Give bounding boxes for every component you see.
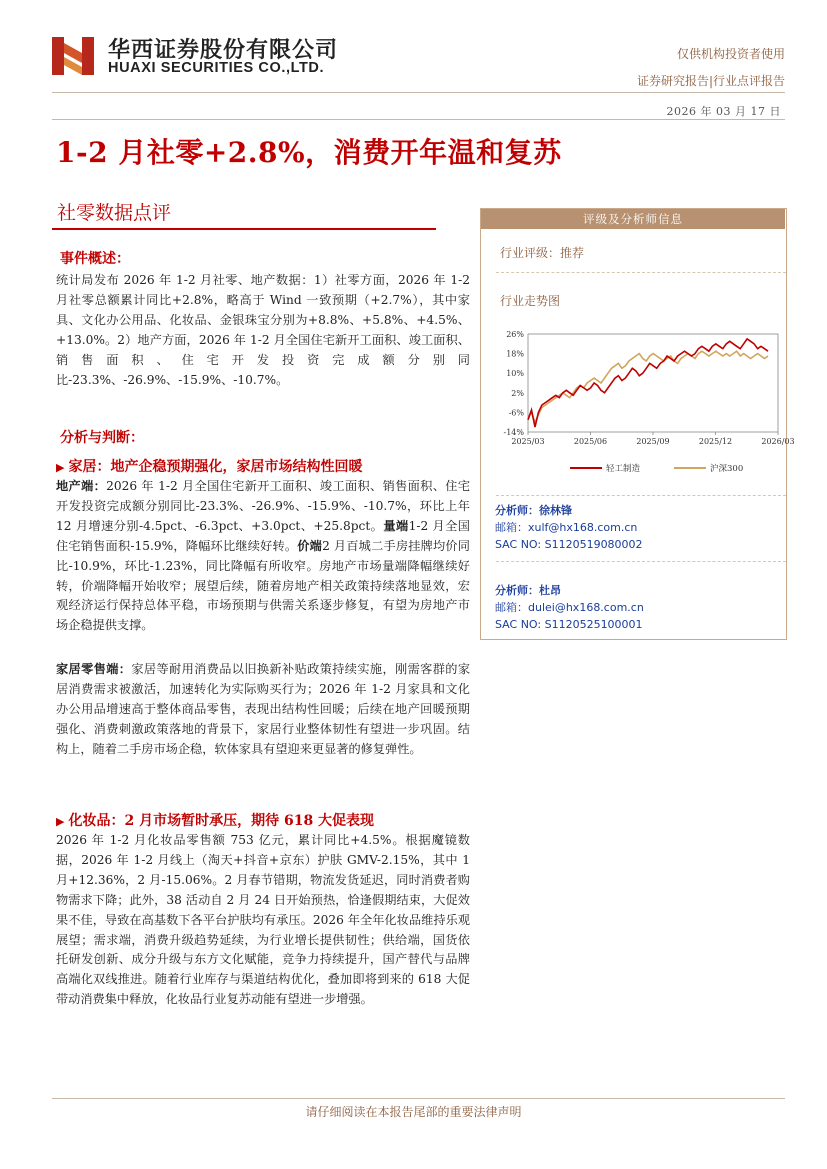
cosmetics-heading-text: 化妆品：2 月市场暂时承压，期待 618 大促表现	[68, 813, 375, 829]
rating-label: 行业评级：	[500, 246, 561, 260]
analyst-name: 徐林锋	[539, 504, 572, 517]
y-tick-label: -6%	[508, 408, 524, 418]
property-text-3: 2 月百城二手房挂牌均价同比-10.9%，环比-1.23%，同比降幅有所收窄。房地产市场量端降幅继续好转，价端降幅开始收窄；展望后续，随着房地产相关政策持续落地显效，宏观经济运行保持总体平稳，市场预期与供需关系逐步修复，有望为房地产市场企稳提供支撑。	[56, 538, 470, 633]
cosmetics-section-heading	[56, 810, 374, 830]
analyst-title: 分析师：	[495, 504, 539, 517]
rating-line	[500, 244, 584, 261]
report-title: 1-2 月社零+2.8%，消费开年温和复苏	[56, 136, 562, 169]
home-heading-text: 家居：地产企稳预期强化，家居市场结构性回暖	[68, 459, 363, 475]
home-retail-label: 家居零售端：	[56, 662, 132, 676]
y-tick-label: -14%	[503, 428, 524, 437]
analyst-email[interactable]: dulei@hx168.com.cn	[528, 601, 644, 614]
analyst-sac: SAC NO: S1120519080002	[495, 538, 643, 551]
date-rule	[52, 119, 785, 120]
home-paragraph-retail	[56, 660, 470, 760]
analyst-sac: SAC NO: S1120525100001	[495, 618, 643, 631]
email-label: 邮箱：	[495, 601, 528, 614]
analyst-email[interactable]: xulf@hx168.com.cn	[528, 521, 638, 534]
legend-label: 轻工制造	[606, 464, 641, 474]
y-tick-label: 26%	[506, 330, 524, 339]
analyst-card-2	[495, 582, 644, 633]
report-category: 证券研究报告|行业点评报告	[636, 74, 785, 88]
home-section-heading	[56, 456, 362, 476]
series-line-light-industry	[528, 339, 768, 427]
x-tick-label: 2025/06	[573, 437, 608, 446]
footer-legal-notice: 请仔细阅读在本报告尾部的重要法律声明	[305, 1105, 522, 1119]
huaxi-logo-icon	[52, 33, 96, 77]
x-tick-label: 2025/03	[511, 437, 545, 446]
x-tick-label: 2025/12	[698, 437, 733, 446]
sidebar-divider	[496, 561, 786, 562]
y-tick-label: 18%	[506, 349, 524, 359]
analyst-card-1	[495, 502, 643, 553]
company-name-en: HUAXI SECURITIES CO.,LTD.	[108, 60, 325, 76]
home-retail-text: 家居等耐用消费品以旧换新补贴政策持续实施，刚需客群的家居消费需求被激活，加速转化为实际购买行为；2026 年 1-2 月家具和文化办公用品增速高于整体商品零售，表现出结构性回暖；后续在地产回暖预期强化、消费刺激政策落地的背景下，家居行业整体韧性有望进一步巩固。结构上，随着二手房市场企稳，软体家具有望迎来更显著的修复弹性。	[56, 662, 471, 756]
footer-rule	[52, 1098, 785, 1099]
legend-label: 沪深300	[710, 464, 744, 474]
rating-value: 推荐	[560, 246, 585, 260]
sidebar-divider	[496, 495, 786, 496]
volume-label: 量端	[383, 518, 409, 533]
x-tick-label: 2025/09	[636, 437, 670, 446]
subtitle-rule	[52, 228, 436, 230]
analyst-title: 分析师：	[495, 584, 539, 597]
price-label: 价端	[297, 538, 323, 553]
header-rule	[52, 92, 785, 93]
y-tick-label: 2%	[511, 388, 524, 398]
x-tick-label: 2026/03	[761, 437, 795, 446]
sidebar-divider	[496, 272, 786, 273]
y-tick-label: 10%	[506, 369, 524, 379]
cosmetics-paragraph: 2026 年 1-2 月化妆品零售额 753 亿元，累计同比+4.5%。根据魔镜数据，2026 年 1-2 月线上（淘天+抖音+京东）护肤 GMV-2.15%，其中 1 月+12.36%，2 月-15.06%。2 月春节错期，物流发货延迟，同时消费者购物需求下降；此外，38 活动自 2 月 24 日开始预热，恰逢假期结束，大促效果不佳，导致在高基数下各平台护肤均有承压。2026 年全年化妆品维持乐观展望；需求端，消费升级趋势延续，为行业增长提供韧性；供给端，国货依托研发创新、成分升级与东方文化赋能，竞争力持续提升，国产替代与品牌高端化双线推进。随着行业库存与渠道结构优化，叠加即将到来的 618 大促带动消费集中释放，化妆品行业复苏动能有望进一步增强。	[56, 833, 470, 1007]
sidebar-header: 评级及分析师信息	[481, 209, 785, 229]
industry-trend-chart	[496, 322, 795, 482]
report-subtitle: 社零数据点评	[57, 202, 172, 224]
analysis-heading: 分析与判断：	[60, 430, 144, 446]
event-heading: 事件概述：	[60, 251, 130, 267]
chart-label: 行业走势图	[500, 294, 561, 308]
series-line-csi300	[528, 351, 768, 422]
property-text-1: 2026 年 1-2 月全国住宅新开工面积、竣工面积、销售面积、住宅开发投资完成额分别同比-23.3%、-26.9%、-15.9%、-10.7%，环比上年 12 月增速分别-4.5pct、-6.3pct、+3.0pct、+25.8pct。	[56, 479, 471, 533]
analyst-name: 杜昂	[539, 584, 561, 597]
event-paragraph: 统计局发布 2026 年 1-2 月社零、地产数据：1）社零方面，2026 年 1-2 月社零总额累计同比+2.8%，略高于 Wind 一致预期（+2.7%），其中家具、文化办公用品、化妆品、金银珠宝分别为+8.8%、+5.8%、+4.5%、+13.0%。2）地产方面，2026 年 1-2 月全国住宅新开工面积、竣工面积、销售面积、住宅开发投资完成额分别同比-23.3%、-26.9%、-15.9%、-10.7%。	[56, 273, 470, 387]
disclaimer: 仅供机构投资者使用	[676, 47, 785, 61]
report-date: 2026 年 03 月 17 日	[666, 105, 781, 118]
property-text-2: 1-2 月全国住宅销售面积-15.9%，降幅环比继续好转。	[56, 518, 470, 553]
triangle-bullet-icon: ▶	[56, 461, 65, 474]
home-paragraph-property	[56, 477, 470, 636]
property-label: 地产端：	[56, 479, 107, 493]
triangle-bullet-icon: ▶	[56, 815, 65, 828]
company-name-cn: 华西证券股份有限公司	[108, 38, 339, 63]
email-label: 邮箱：	[495, 521, 528, 534]
